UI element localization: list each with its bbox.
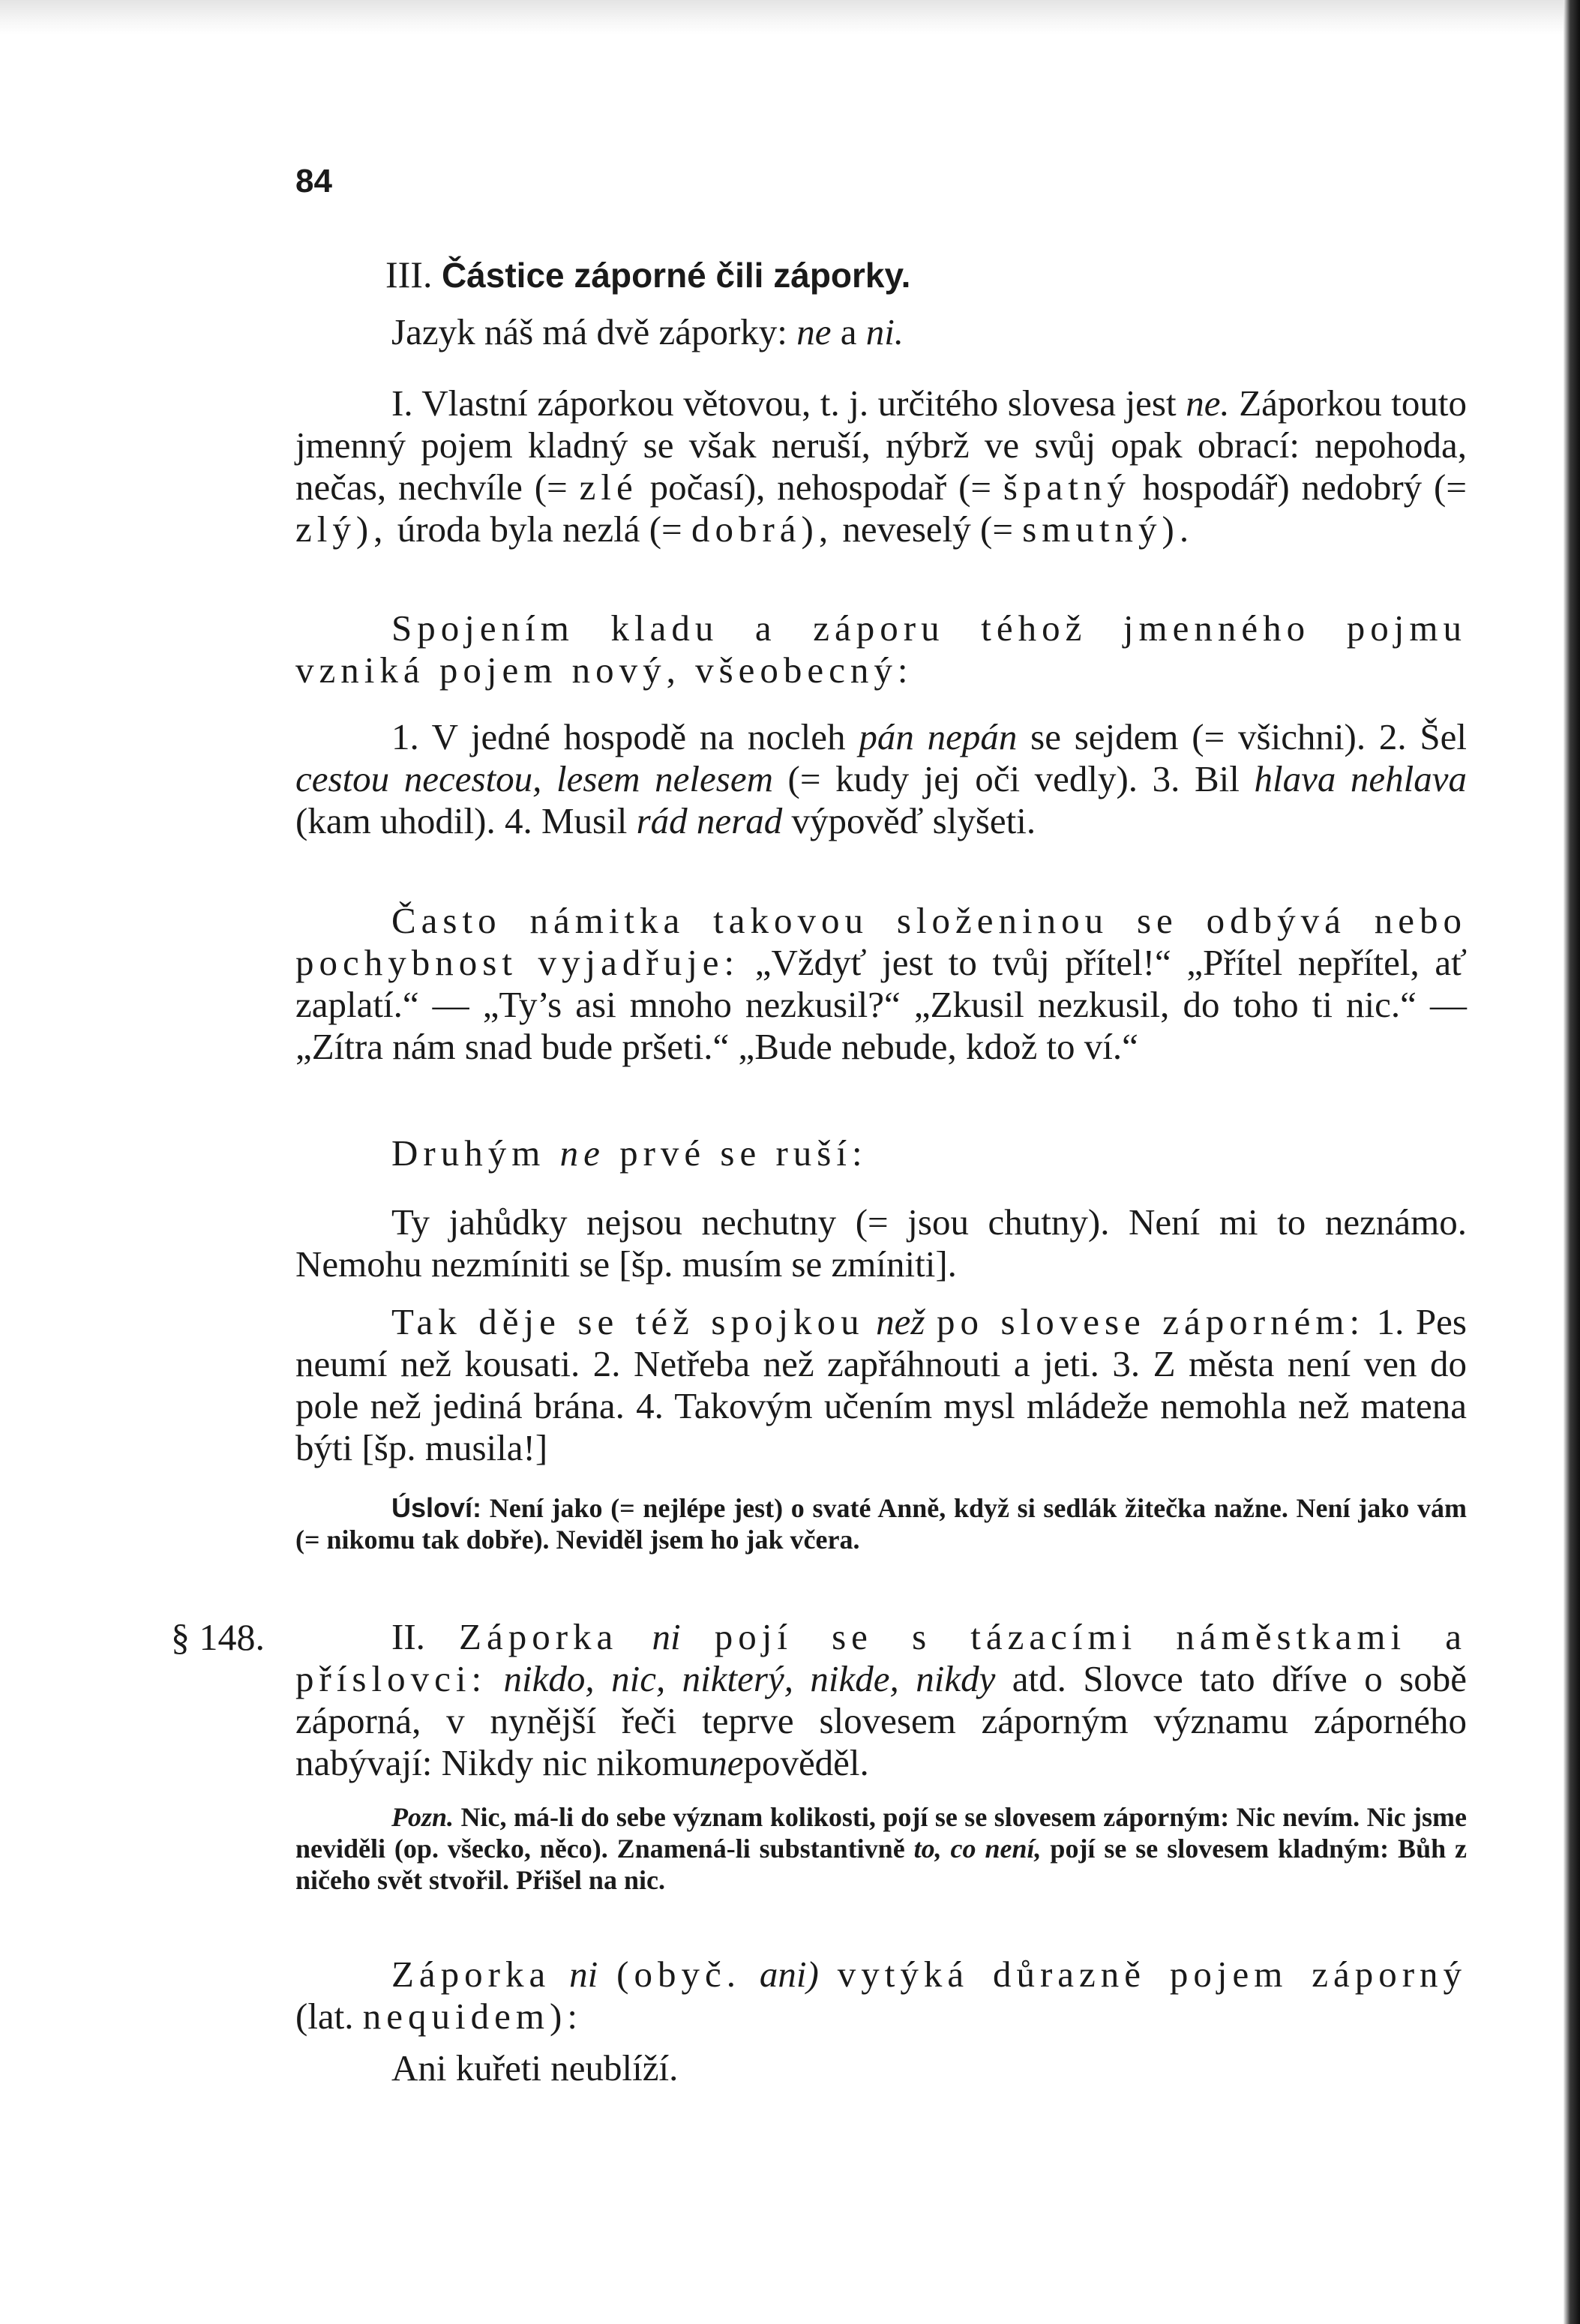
paragraph-objections: Často námitka takovou složeninou se odbývá nebo pochybnost vyjadřuje: „Vždyť jest to tvůj přítel!“ „Přítel nepřítel, ať zaplatí.“ — „Ty’s asi mnoho nezkusil?“ „Zkusil nezkusil, do toho ti nic.“ — „Zítra nám snad bude pršeti.“ „Bude nebude, kdož to ví.“: [295, 900, 1467, 1067]
section-148: § 148. II. Záporka ni pojí se s tázacími náměstkami a příslovci: nikdo, nic, nikterý, nikde, nikdy atd. Slovce tato dříve o sobě záporná, v nynější řeči teprve slovesem záporným významu záporného nabývají: Nikdy nic nikomunepověděl.: [171, 1616, 1468, 1783]
paragraph-chicken-example: Ani kuřeti neublíží.: [391, 2047, 679, 2089]
scan-top-shadow: [0, 0, 1564, 34]
heading-roman-numeral: III.: [385, 253, 433, 295]
paragraph-strawberries: Ty jahůdky nejsou nechutny (= jsou chutny). Není mi to neznámo. Nemohu nezmíniti se [šp. musím se zmíniti].: [295, 1201, 1467, 1285]
idiom-note: Úsloví: Není jako (= nejlépe jest) o svaté Anně, když si sedlák žitečka nažne. Není jako vám (= nikomu tak dobře). Neviděl jsem ho jak včera.: [295, 1492, 1467, 1555]
intro-paragraph: Jazyk náš má dvě záporky: ne a ni.: [391, 311, 904, 352]
paragraph-conjunction-nez: Tak děje se též spojkou než po slovese záporném: 1. Pes neumí než kousati. 2. Netřeba než zapřáhnouti a jeti. 3. Z města není ven do pole než jediná brána. 4. Takovým učením mysl mládeže nemohla než matena býti [šp. musila!]: [295, 1301, 1467, 1468]
paragraph-combination: Spojením kladu a záporu téhož jmenného pojmu vzniká pojem nový, všeobecný:: [295, 607, 1467, 691]
heading-title: Částice záporné čili záporky.: [441, 256, 911, 295]
paragraph-ne-noun: I. Vlastní záporkou větovou, t. j. určitého slovesa jest ne. Záporkou touto jmenný pojem kladný se však neruší, nýbrž ve svůj opak obrací: nepohoda, nečas, nechvíle (= zlé počasí), nehospodař (= špatný hospodář) nedobrý (= zlý), úroda byla nezlá (= dobrá), neveselý (= smutný).: [295, 382, 1468, 550]
paragraph-examples: 1. V jedné hospodě na nocleh pán nepán se sejdem (= všichni). 2. Šel cestou necestou, lesem nelesem (= kudy jej oči vedly). 3. Bil hlava nehlava (kam uhodil). 4. Musil rád nerad výpověď slyšeti.: [295, 716, 1468, 841]
scan-right-edge: [1564, 0, 1580, 2324]
chapter-heading: [385, 253, 910, 296]
paragraph-double-negation: Druhým ne prvé se ruší:: [391, 1132, 868, 1174]
section-number: § 148.: [171, 1616, 265, 1658]
paragraph-ani: Záporka ni (obyč. ani) vytýká důrazně pojem záporný (lat. nequidem):: [295, 1954, 1468, 2037]
remark-note: Pozn. Nic, má-li do sebe význam kolikosti, pojí se se slovesem záporným: Nic nevím. Nic jsme neviděli (op. všecko, něco). Znamená-li substantivně to, co není, pojí se se slovesem kladným: Bůh z ničeho svět stvořil. Přišel na nic.: [295, 1802, 1468, 1895]
page-number: 84: [295, 163, 332, 199]
